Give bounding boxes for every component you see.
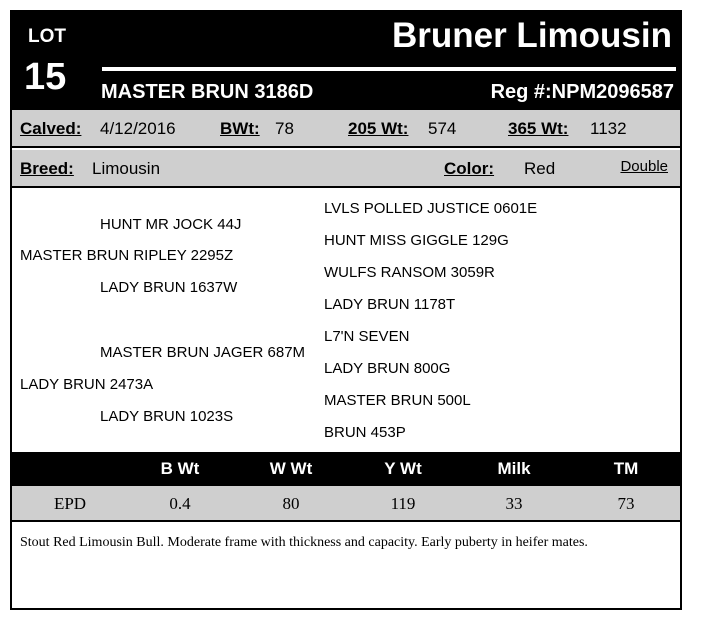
sire-sire-sire: LVLS POLLED JUSTICE 0601E	[324, 200, 538, 217]
dam-dam-sire: MASTER BRUN 500L	[324, 392, 471, 409]
dam-sire-dam: LADY BRUN 800G	[324, 360, 451, 377]
dam: LADY BRUN 2473A	[20, 376, 154, 393]
color-label: Color:	[444, 159, 495, 178]
lot-label: LOT	[28, 26, 66, 47]
dam-dam-dam: BRUN 453P	[324, 424, 406, 441]
double-note: Double	[620, 158, 668, 175]
sire-dam-dam: LADY BRUN 1178T	[324, 296, 456, 313]
sire: MASTER BRUN RIPLEY 2295Z	[20, 247, 234, 264]
epd-row-label: EPD	[53, 494, 87, 513]
w365-value: 1132	[590, 119, 627, 138]
lot-comment: Stout Red Limousin Bull. Moderate frame with thickness and capacity. Early puberty in heifer mates.	[20, 535, 588, 550]
epd-header-ywt: Y Wt	[384, 459, 422, 478]
lot-number: 15	[24, 56, 67, 98]
w205-value: 574	[428, 119, 457, 138]
epd-ywt-value: 119	[390, 494, 416, 513]
epd-header-wwt: W Wt	[269, 459, 313, 478]
sire-dam-sire: WULFS RANSOM 3059R	[324, 264, 495, 281]
epd-header-bwt: B Wt	[160, 459, 200, 478]
farm-name: Bruner Limousin	[391, 16, 672, 55]
epd-header-milk: Milk	[497, 459, 531, 478]
epd-bwt-value: 0.4	[169, 494, 191, 513]
epd-wwt-value: 80	[282, 494, 300, 513]
sire-sire: HUNT MR JOCK 44J	[100, 216, 242, 233]
epd-header-tm: TM	[613, 459, 639, 478]
breed-label: Breed:	[20, 159, 74, 178]
epd-values-row	[12, 486, 682, 522]
w205-label: 205 Wt:	[348, 119, 409, 138]
epd-header	[12, 452, 682, 486]
animal-name: MASTER BRUN 3186D	[101, 81, 314, 103]
color-value: Red	[524, 159, 556, 178]
pedigree	[12, 190, 682, 450]
breed-value: Limousin	[92, 159, 161, 178]
stats-row	[12, 110, 682, 148]
registration-number: Reg #:NPM2096587	[490, 81, 674, 103]
sire-dam: LADY BRUN 1637W	[100, 279, 238, 296]
dam-sire: MASTER BRUN JAGER 687M	[100, 344, 306, 361]
dam-dam: LADY BRUN 1023S	[100, 408, 234, 425]
calved-value: 4/12/2016	[100, 119, 176, 138]
epd-milk-value: 33	[505, 494, 523, 513]
bwt-label: BWt:	[220, 119, 260, 138]
w365-label: 365 Wt:	[508, 119, 569, 138]
header-divider	[102, 67, 676, 71]
dam-sire-sire: L7'N SEVEN	[324, 328, 410, 345]
lot-card	[10, 10, 682, 610]
calved-label: Calved:	[20, 119, 82, 138]
bwt-value: 78	[275, 119, 294, 138]
lot-header	[12, 12, 682, 110]
sire-sire-dam: HUNT MISS GIGGLE 129G	[324, 232, 509, 249]
epd-tm-value: 73	[617, 494, 635, 513]
breed-row	[12, 150, 682, 188]
